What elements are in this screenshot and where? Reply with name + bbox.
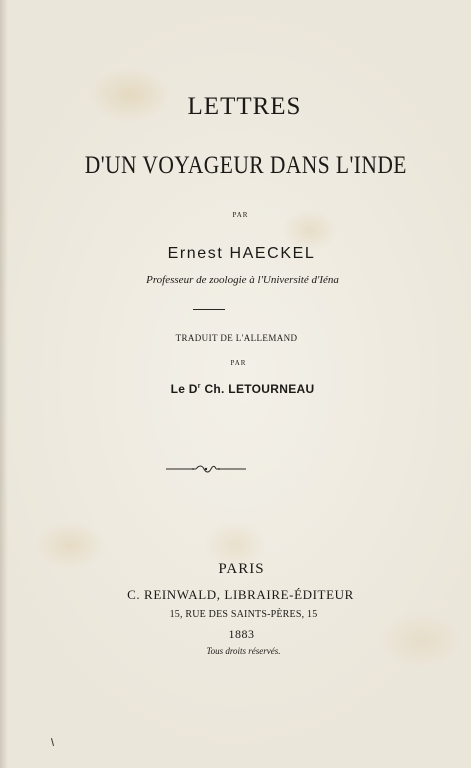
rights-notice: Tous droits réservés. (206, 646, 281, 656)
divider-rule (193, 309, 225, 310)
author-name: Ernest HAECKEL (167, 245, 316, 262)
publisher-address: 15, RUE DES SAINTS-PÈRES, 15 (169, 609, 318, 620)
publication-city: PARIS (218, 561, 265, 577)
translator-prefix: Le D (170, 382, 198, 396)
paper-speck (51, 738, 54, 746)
author-title: Professeur de zoologie à l'Université d'Iéna (146, 274, 339, 286)
printers-ornament-icon (166, 464, 246, 474)
par-label-author: PAR (232, 211, 249, 219)
translator-surname: Ch. LETOURNEAU (200, 382, 315, 396)
publication-year: 1883 (228, 627, 255, 641)
translator-prefix-sup: r (197, 383, 201, 390)
par-label-translator: PAR (230, 359, 247, 367)
translator-name (0, 382, 471, 396)
translated-from: TRADUIT DE L'ALLEMAND (175, 333, 298, 343)
publisher-name: C. REINWALD, LIBRAIRE-ÉDITEUR (127, 587, 354, 602)
title-line-2: D'UN VOYAGEUR DANS L'INDE (84, 152, 407, 179)
title-line-1: LETTRES (187, 93, 302, 120)
